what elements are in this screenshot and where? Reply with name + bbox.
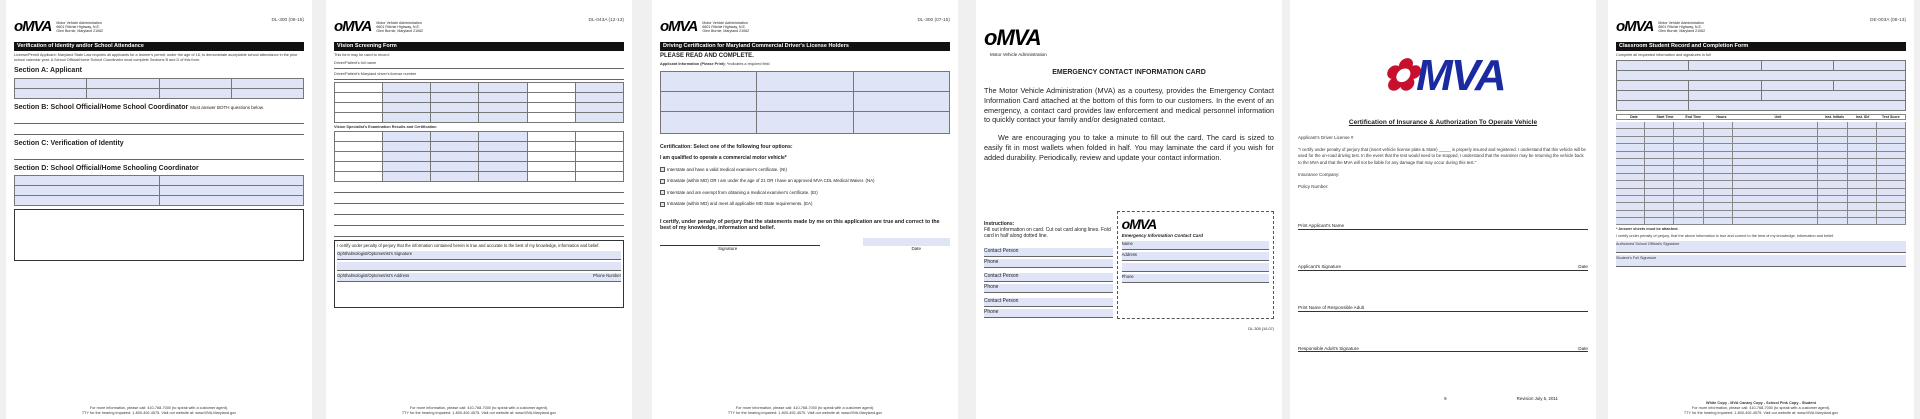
page-dl300-verification [6, 0, 312, 419]
section-c-heading: Section C: Verification of Identity [14, 139, 124, 147]
page-footer: For more information, please call: 410-768-7000 (to speak with a customer agent). TTY for the hearing impaired: 1-800-492-4575. Visit our website at: www.MVA.Maryland.gov [401, 406, 557, 416]
page-header [334, 18, 624, 38]
page-title: Certification of Insurance & Authorization To Operate Vehicle [1348, 119, 1538, 126]
checkbox[interactable] [660, 179, 665, 184]
certification-box [334, 240, 624, 308]
applicant-info-table [660, 71, 950, 134]
insurance-company-field[interactable]: Insurance Company: [1298, 172, 1340, 178]
section-heading: Vision Specialist's Examination Results and Certification [334, 124, 437, 129]
form-number: DE-003A (08-13) [1870, 18, 1906, 23]
mva-logo: oMVA Motor Vehicle Administration 6601 Ritchie Highway, N.E. Glen Burnie, Maryland 21062 [14, 18, 104, 35]
intro-text: License/Permit Applicant: Maryland State Law requires all applicants for a learner's permit, under the age of 16, to demonstrate acceptable school attendance in the prior school calendar year. A School Official/Home School Coordinator must complete Sections B and D of this form. [14, 52, 298, 62]
page-footer: White Copy - MVA Canary Copy - School Pink Copy - Student For more information, please call: 410-768-7000 (to speak with a customer agent). TTY for the hearing impaired: 1-800-492-4575. Visit our website at: www.MVA.Maryland.gov [1683, 401, 1839, 416]
section-d-heading: Section D: School Official/Home Schooling Coordinator [14, 164, 199, 172]
specialist-address-field[interactable]: Ophthalmologist/Optometrist's Address Phone Number [337, 273, 621, 282]
session-table[interactable] [1616, 122, 1906, 225]
school-official-signature[interactable]: Authorized School Official's Signature [1616, 241, 1906, 253]
form-subtitle: Complete all requested information and signatures in full [1616, 52, 1711, 57]
page-header [1616, 18, 1906, 38]
page-footer: 9 Revision July 5, 2011 [1444, 396, 1558, 402]
page-insurance-certification [1290, 0, 1596, 419]
applicant-signature[interactable]: Applicant's Signature Date [1298, 250, 1588, 271]
student-signature[interactable]: Student's Full Signature [1616, 255, 1906, 267]
form-title: Classroom Student Record and Completion Form [1616, 42, 1906, 51]
page-emergency-contact [976, 0, 1282, 419]
option-na[interactable]: Intrastate (within MD) OR I am under the age of 21 OR I have an approved MVA CDL Medical Waiver. (NA) [660, 178, 950, 184]
page-title: EMERGENCY CONTACT INFORMATION CARD [1052, 69, 1206, 77]
vision-results-table [334, 82, 624, 123]
form-number: DL-043A (12-13) [588, 18, 624, 23]
address-line: 6601 Ritchie Highway, N.E. [56, 25, 100, 30]
section-a-heading: Section A: Applicant [14, 67, 82, 75]
student-info-table [1616, 60, 1906, 111]
signature-row [660, 238, 950, 246]
page-footer: For more information, please call: 410-768-7000 (to speak with a customer agent). TTY for the hearing impaired: 1-800-492-4575. Visit our website at: www.MVA.Maryland.gov [81, 406, 237, 416]
certification-heading: Certification: Select one of the following four options: [660, 144, 793, 151]
specialist-signature-field[interactable]: Ophthalmologist/Optometrist's Signature [337, 251, 621, 260]
form-code: DL-305 (10-07) [1248, 326, 1274, 331]
mva-logo: oMVA Motor Vehicle Administration 6601 Ritchie Highway, N.E. Glen Burnie, Maryland 21062 [334, 18, 424, 35]
mva-logo: oMVA Motor Vehicle Administration 6601 Ritchie Highway, N.E. Glen Burnie, Maryland 21062 [660, 18, 750, 35]
checkbox[interactable] [660, 202, 665, 207]
address-line: Glen Burnie, Maryland 21062 [56, 29, 104, 34]
mva-logo: oMVA Motor Vehicle Administration [984, 25, 1047, 57]
checkbox[interactable] [660, 167, 665, 172]
session-table-header: Date Start Time End Time Hours Unit Inst. Initials Inst. ID# Test Score [1616, 114, 1906, 120]
option-ei[interactable]: Interstate and am exempt from obtaining a medical examiner's certificate. (EI) [660, 190, 950, 196]
instructions-paragraph: We are encouraging you to take a minute to fill out the card. The card is sized to easily fit in most wallets when folded in half. You may laminate the card if you wish for added durability. Periodically, review and update your contact information. [984, 133, 1274, 162]
mva-large-logo: ✿MVA [1381, 51, 1505, 100]
patient-name-field[interactable]: Driver/Patient's full name [334, 60, 624, 69]
page-header [660, 18, 950, 38]
attachment-note: * Answer sheets must be attached. [1616, 227, 1679, 232]
adult-signature[interactable]: Responsible Adult's Signature Date [1298, 332, 1588, 353]
form-title: Driving Certification for Maryland Commercial Driver's License Holders [660, 42, 950, 51]
form-title: Vision Screening Form [334, 42, 624, 51]
school-official-table [14, 175, 304, 206]
applicant-table [14, 78, 304, 99]
page-cdl-certification: oMVA Motor Vehicle Administration 6601 Ritchie Highway, N.E. Glen Burnie, Maryland 21062 DL-300 (07-15) Driving Certification for Maryland Commercial Driver's License Holders PLEASE READ AND COMPLETE. Applicant Information (Please Print): *indicates a required field Certification: Select one of the following four options: I am qualified to operate a commercial motor vehicle* Interstate and have a valid medical examiner's certificate. (NI) Intrastate (within MD) OR I am under the age of 21 OR I have an approved MVA CDL Medical Waiver. (NA) Interstate and am exempt from obtaining a medical examiner's certificate. (EI) Intrastate (within MD) and meet all applicable MD State requirements. (EA) I certify, under penalty of perjury that the statements made by me on this application are true and correct to the best of my knowledge, information and belief. Signature Date For more information, please call: 410-768-7000 (to speak with a customer agent). TTY for the hearing impaired: 1-800-492-4575. Visit our website at: www.MVA.Maryland.gov [652, 0, 958, 419]
intro-paragraph: The Motor Vehicle Administration (MVA) as a courtesy, provides the Emergency Contact Information Card attached at the bottom of this form to our customers. In the event of an emergency, a contact card provides law enforcement and medical personnel information to quickly contact your family and/or designated contact. [984, 85, 1274, 125]
mva-logo: oMVA Motor Vehicle Administration 6601 Ritchie Highway, N.E. Glen Burnie, Maryland 21062 [1616, 18, 1706, 35]
specialist-table [334, 131, 624, 182]
license-field-label: Applicant's Driver License # [1298, 135, 1354, 141]
policy-number-field[interactable]: Policy Number: [1298, 183, 1329, 189]
gear-icon: ✿ [1381, 51, 1417, 100]
option-ea[interactable]: Intrastate (within MD) and meet all applicable MD State requirements. (EA) [660, 201, 950, 207]
applicant-info-label: Applicant Information (Please Print): *indicates a required field [660, 62, 770, 67]
notes-box [14, 209, 304, 261]
page-header [14, 18, 304, 38]
checkbox[interactable] [660, 190, 665, 195]
certification-text: I certify under penalty of perjury, that the above information is true and correct to the best of my knowledge, information and belief. [1616, 234, 1835, 239]
license-number-field[interactable]: Driver/Patient's Maryland driver's license number [334, 71, 624, 80]
certification-text: I certify under penalty of perjury that the information contained herein is true and accurate to the best of my knowledge, information and belief. [337, 243, 600, 249]
form-number: DL-300 (08-15) [271, 18, 304, 23]
page-footer: For more information, please call: 410-768-7000 (to speak with a customer agent). TTY for the hearing impaired: 1-800-492-4575. Visit our website at: www.MVA.Maryland.gov [727, 406, 883, 416]
form-title: Verification of Identity and/or School Attendance [14, 42, 304, 51]
option-ni[interactable]: Interstate and have a valid medical examiner's certificate. (NI) [660, 167, 950, 173]
signature-field[interactable] [660, 238, 820, 246]
print-applicant-name[interactable]: Print Applicant's Name [1298, 209, 1588, 230]
contact-card: oMVA Emergency Information Contact Card Name Address Phone [1117, 211, 1274, 319]
certification-subheading: I am qualified to operate a commercial motor vehicle* [660, 154, 787, 161]
section-b-heading: Section B: School Official/Home School Coordinator Must answer BOTH questions below. [14, 104, 264, 112]
form-number: DL-300 (07-15) [917, 18, 950, 23]
instruction-heading: PLEASE READ AND COMPLETE. [660, 52, 754, 59]
form-purpose: This form may be used to record: [334, 52, 390, 57]
cut-instructions: Instructions: Fill out information on card. Cut out card along lines. Fold card in half along dotted line. Contact Person Phone Contact Person Phone Contact Person Phone [984, 211, 1113, 319]
perjury-statement: I certify, under penalty of perjury that the statements made by me on this application are true and correct to the best of my knowledge, information and belief. [660, 218, 940, 232]
page-classroom-record [1608, 0, 1914, 419]
print-adult-name[interactable]: Print Name of Responsible Adult [1298, 291, 1588, 312]
page-vision-screening [326, 0, 632, 419]
agency-name: Motor Vehicle Administration [56, 21, 102, 26]
date-field[interactable] [863, 238, 950, 246]
certification-text: "I certify under penalty of perjury that (insert vehicle license plate & State) _____ is properly insured and registered. I understand that this vehicle will be used for the on-road driving test. In the event that the test would need to be stopped, I understand that the examiner may be returning the vehicle back to the MVA and that the MVA will not be liable for any damage that may occur during this test." [1298, 146, 1586, 165]
